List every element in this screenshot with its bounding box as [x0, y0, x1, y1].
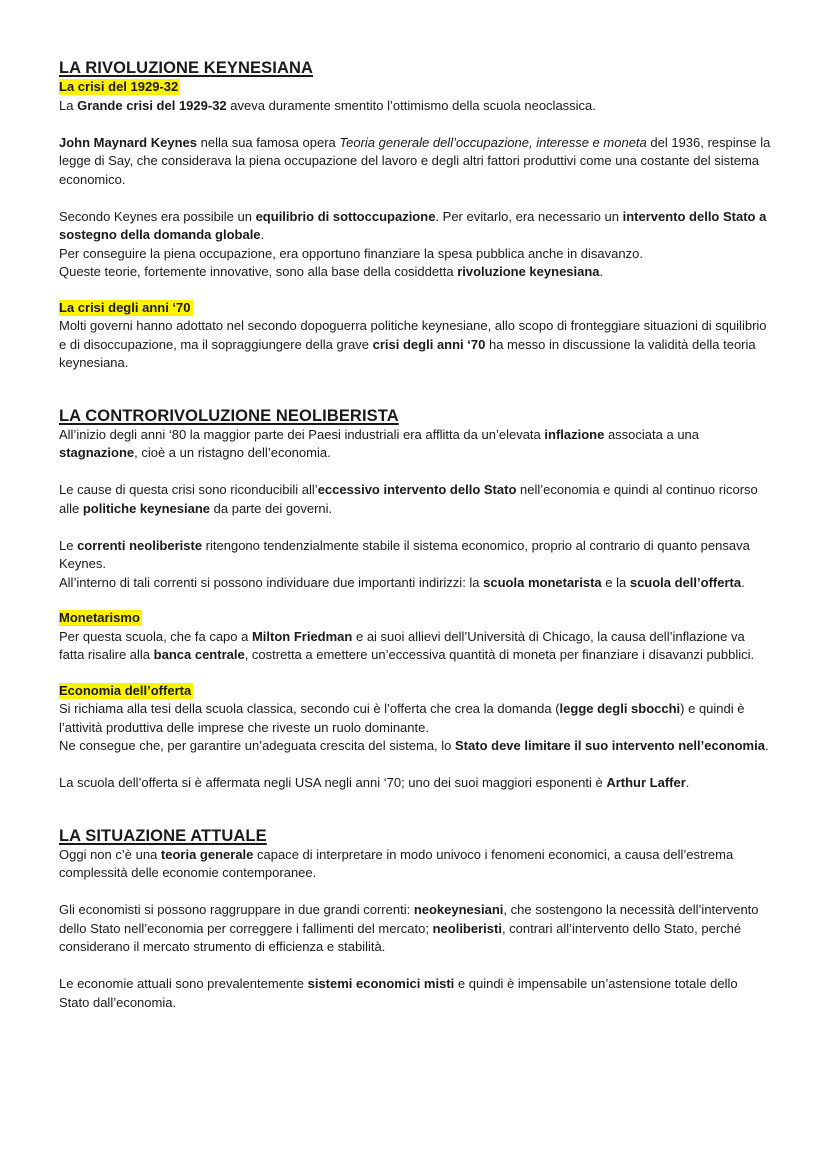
- paragraph: Per conseguire la piena occupazione, era opportuno finanziare la spesa pubblica anche in disavanzo.: [59, 245, 643, 261]
- paragraph: Oggi non c’è una teoria generale capace di interpretare in modo univoco i fenomeni economici, a causa dell’estrema complessità delle economie contemporanee.: [59, 846, 734, 880]
- paragraph: Queste teorie, fortemente innovative, sono alla base della cosiddetta rivoluzione keynesiana.: [59, 264, 604, 279]
- paragraph: All’interno di tali correnti si possono individuare due importanti indirizzi: la scuola monetarista e la scuola dell’offerta.: [59, 574, 745, 590]
- paragraph: Le correnti neoliberiste ritengono tendenzialmente stabile il sistema economico, proprio al contrario di quanto pensava Keynes.: [59, 537, 750, 571]
- section-title-current-situation: LA SITUAZIONE ATTUALE: [59, 826, 267, 845]
- section-title-neoliberal-counterrevolution: LA CONTRORIVOLUZIONE NEOLIBERISTA: [59, 406, 399, 425]
- paragraph: Per questa scuola, che fa capo a Milton Friedman e ai suoi allievi dell’Università di Chicago, la causa dell’inflazione va fatta risalire alla banca centrale, costretta a emettere un’eccessiva quantità di moneta per finanziare i disavanzi pubblici.: [59, 628, 755, 662]
- subheading-crisis-70s: La crisi degli anni ‘70: [59, 299, 191, 315]
- paragraph: Gli economisti si possono raggruppare in due grandi correnti: neokeynesiani, che sostengono la necessità dell’intervento dello Stato nell’economia per correggere i fallimenti del mercato; neoliberisti, contrari all’intervento dello Stato, perché considerano il mercato strumento di efficienza e stabilità.: [59, 902, 759, 954]
- paragraph: Secondo Keynes era possibile un equilibrio di sottoccupazione. Per evitarlo, era necessario un intervento dello Stato a sostegno della domanda globale.: [59, 208, 767, 242]
- subheading-crisis-1929: La crisi del 1929-32: [59, 79, 179, 94]
- paragraph: Ne consegue che, per garantire un’adeguata crescita del sistema, lo Stato deve limitare il suo intervento nell’economia.: [59, 738, 769, 753]
- paragraph: Le economie attuali sono prevalentemente sistemi economici misti e quindi è impensabile un’astensione totale dello Stato dall’economia.: [59, 976, 738, 1010]
- section-title-keynesian-revolution: LA RIVOLUZIONE KEYNESIANA: [59, 59, 313, 77]
- paragraph: All’inizio degli anni ‘80 la maggior parte dei Paesi industriali era afflitta da un’elevata inflazione associata a una stagnazione, cioè a un ristagno dell’economia.: [59, 426, 700, 460]
- paragraph: John Maynard Keynes nella sua famosa opera Teoria generale dell’occupazione, interesse e moneta del 1936, respinse la legge di Say, che considerava la piena occupazione del lavoro e degli altri fattori produttivi come una costante del sistema economico.: [59, 134, 771, 187]
- paragraph: Molti governi hanno adottato nel secondo dopoguerra politiche keynesiane, allo scopo di fronteggiare situazioni di squilibrio e di disoccupazione, ma il sopraggiungere della grave crisi degli anni ‘70 ha messo in discussione la validità della teoria keynesiana.: [59, 318, 767, 370]
- document-page: [59, 58, 771, 1012]
- paragraph: Le cause di questa crisi sono riconducibili all’eccessivo intervento dello Stato nell’economia e quindi al continuo ricorso alle politiche keynesiane da parte dei governi.: [59, 482, 758, 516]
- paragraph: Si richiama alla tesi della scuola classica, secondo cui è l’offerta che crea la domanda (legge degli sbocchi) e quindi è l’attività produttiva delle imprese che riveste un ruolo dominante.: [59, 701, 745, 735]
- paragraph: La Grande crisi del 1929-32 aveva duramente smentito l’ottimismo della scuola neoclassica.: [59, 97, 596, 113]
- subheading-supply-side: Economia dell’offerta: [59, 682, 192, 698]
- subheading-monetarism: Monetarismo: [59, 610, 140, 625]
- paragraph: La scuola dell’offerta si è affermata negli USA negli anni ‘70; uno dei suoi maggiori esponenti è Arthur Laffer.: [59, 775, 690, 790]
